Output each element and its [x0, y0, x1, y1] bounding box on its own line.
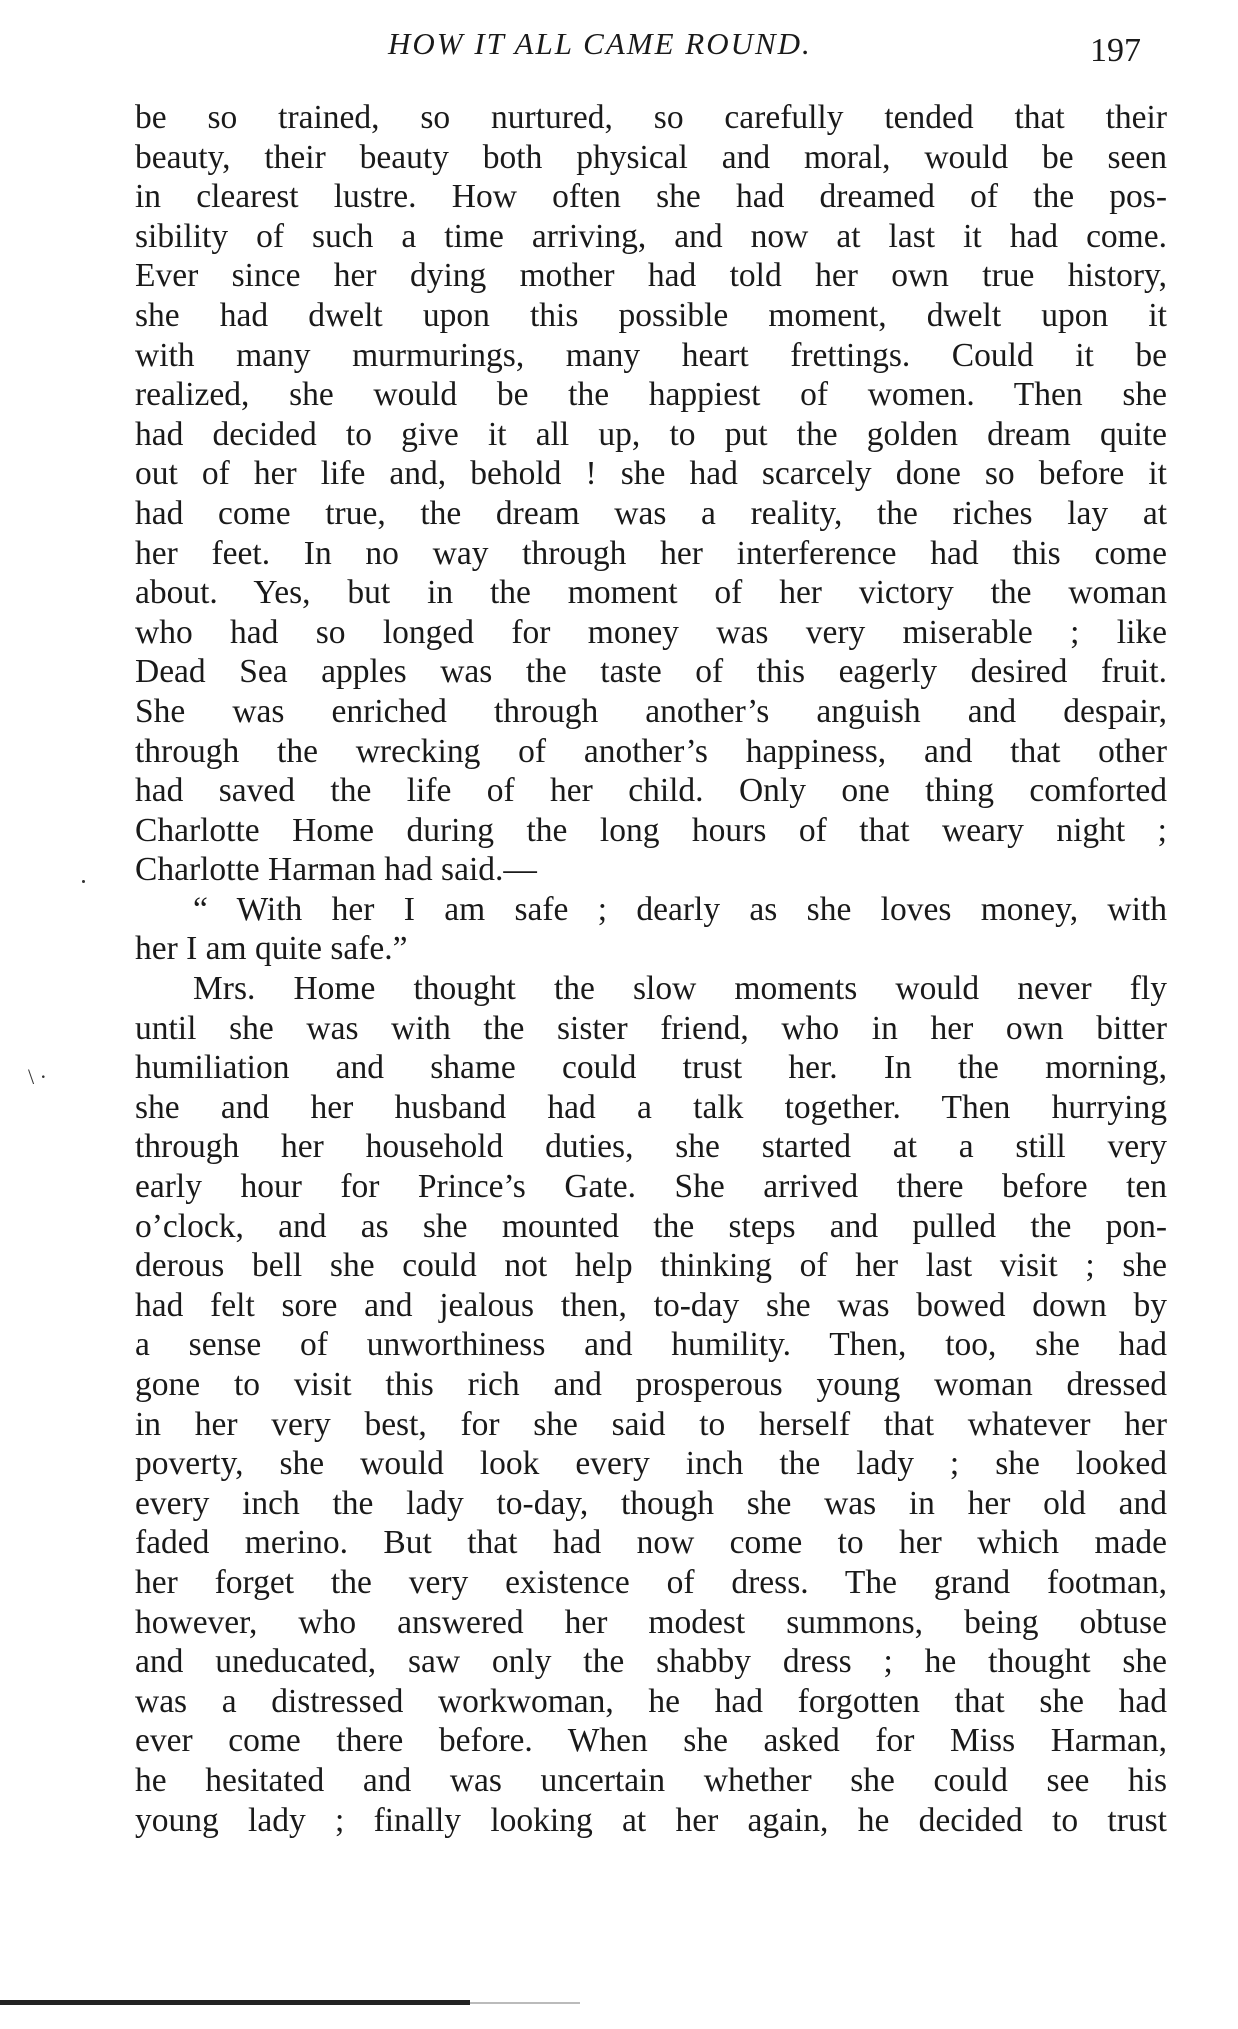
text-line: had saved the life of her child. Only one thing comforted: [135, 772, 1167, 810]
text-line: be so trained, so nurtured, so carefully tended that their: [135, 99, 1167, 136]
text-line: in clearest lustre. How often she had dreamed of the pos-: [135, 178, 1167, 216]
text-line: Charlotte Home during the long hours of that weary night ;: [135, 811, 1167, 849]
text-line: her I am quite safe.”: [135, 930, 408, 968]
text-line: however, who answered her modest summons, being obtuse: [135, 1603, 1167, 1641]
text-line: and uneducated, saw only the shabby dress ; he thought she: [135, 1643, 1167, 1681]
text-line: Mrs. Home thought the slow moments would never fly: [193, 970, 1167, 1008]
text-line: realized, she would be the happiest of women. Then she: [135, 376, 1167, 414]
text-line: Dead Sea apples was the taste of this eagerly desired fruit.: [135, 653, 1167, 691]
text-line: had decided to give it all up, to put the golden dream quite: [135, 415, 1167, 453]
running-head: [0, 18, 1238, 68]
text-line: young lady ; finally looking at her again, he decided to trust: [135, 1801, 1167, 1839]
text-line: with many murmurings, many heart frettings. Could it be: [135, 336, 1167, 374]
text-line: had come true, the dream was a reality, the riches lay at: [135, 494, 1167, 532]
text-line: about. Yes, but in the moment of her victory the woman: [135, 574, 1167, 612]
text-line: ever come there before. When she asked for Miss Harman,: [135, 1722, 1167, 1760]
text-line: she and her husband had a talk together. Then hurrying: [135, 1088, 1167, 1126]
text-line: her feet. In no way through her interference had this come: [135, 534, 1167, 572]
text-line: beauty, their beauty both physical and moral, would be seen: [135, 138, 1167, 176]
text-line: sibility of such a time arriving, and now at last it had come.: [135, 217, 1167, 255]
text-line: she had dwelt upon this possible moment, dwelt upon it: [135, 296, 1167, 334]
text-line: a sense of unworthiness and humility. Then, too, she had: [135, 1326, 1167, 1364]
text-line: in her very best, for she said to herself that whatever her: [135, 1405, 1167, 1443]
bottom-rule-faint: [470, 2002, 580, 2004]
text-line: was a distressed workwoman, he had forgotten that she had: [135, 1682, 1167, 1720]
text-line: derous bell she could not help thinking of her last visit ; she: [135, 1247, 1167, 1285]
print-speck: [82, 880, 85, 883]
text-line: humiliation and shame could trust her. In the morning,: [135, 1049, 1167, 1087]
text-line: every inch the lady to-day, though she was in her old and: [135, 1484, 1167, 1522]
text-line: faded merino. But that had now come to her which made: [135, 1524, 1167, 1562]
running-title: HOW IT ALL CAME ROUND.: [388, 26, 812, 61]
text-line: out of her life and, behold ! she had scarcely done so before it: [135, 455, 1167, 493]
text-line: through her household duties, she started at a still very: [135, 1128, 1167, 1166]
text-line: gone to visit this rich and prosperous young woman dressed: [135, 1366, 1167, 1403]
text-line: She was enriched through another’s anguish and despair,: [135, 692, 1167, 730]
text-line: he hesitated and was uncertain whether she could see his: [135, 1761, 1167, 1799]
text-line: Charlotte Harman had said.—: [135, 851, 537, 889]
text-line: poverty, she would look every inch the lady ; she looked: [135, 1445, 1167, 1483]
text-line: o’clock, and as she mounted the steps and pulled the pon-: [135, 1207, 1167, 1245]
text-line: who had so longed for money was very miserable ; like: [135, 613, 1167, 651]
text-line: had felt sore and jealous then, to-day she was bowed down by: [135, 1286, 1167, 1324]
text-line: “ With her I am safe ; dearly as she loves money, with: [193, 890, 1167, 928]
text-line: her forget the very existence of dress. The grand footman,: [135, 1563, 1167, 1601]
bottom-rule: [0, 2000, 470, 2005]
margin-mark: \ ·: [28, 1064, 47, 1089]
body-text: [135, 98, 1167, 1840]
page-number: 197: [1090, 32, 1141, 69]
text-line: until she was with the sister friend, who in her own bitter: [135, 1009, 1167, 1047]
text-line: through the wrecking of another’s happiness, and that other: [135, 732, 1167, 770]
text-line: early hour for Prince’s Gate. She arrived there before ten: [135, 1168, 1167, 1206]
text-line: Ever since her dying mother had told her own true history,: [135, 257, 1167, 295]
